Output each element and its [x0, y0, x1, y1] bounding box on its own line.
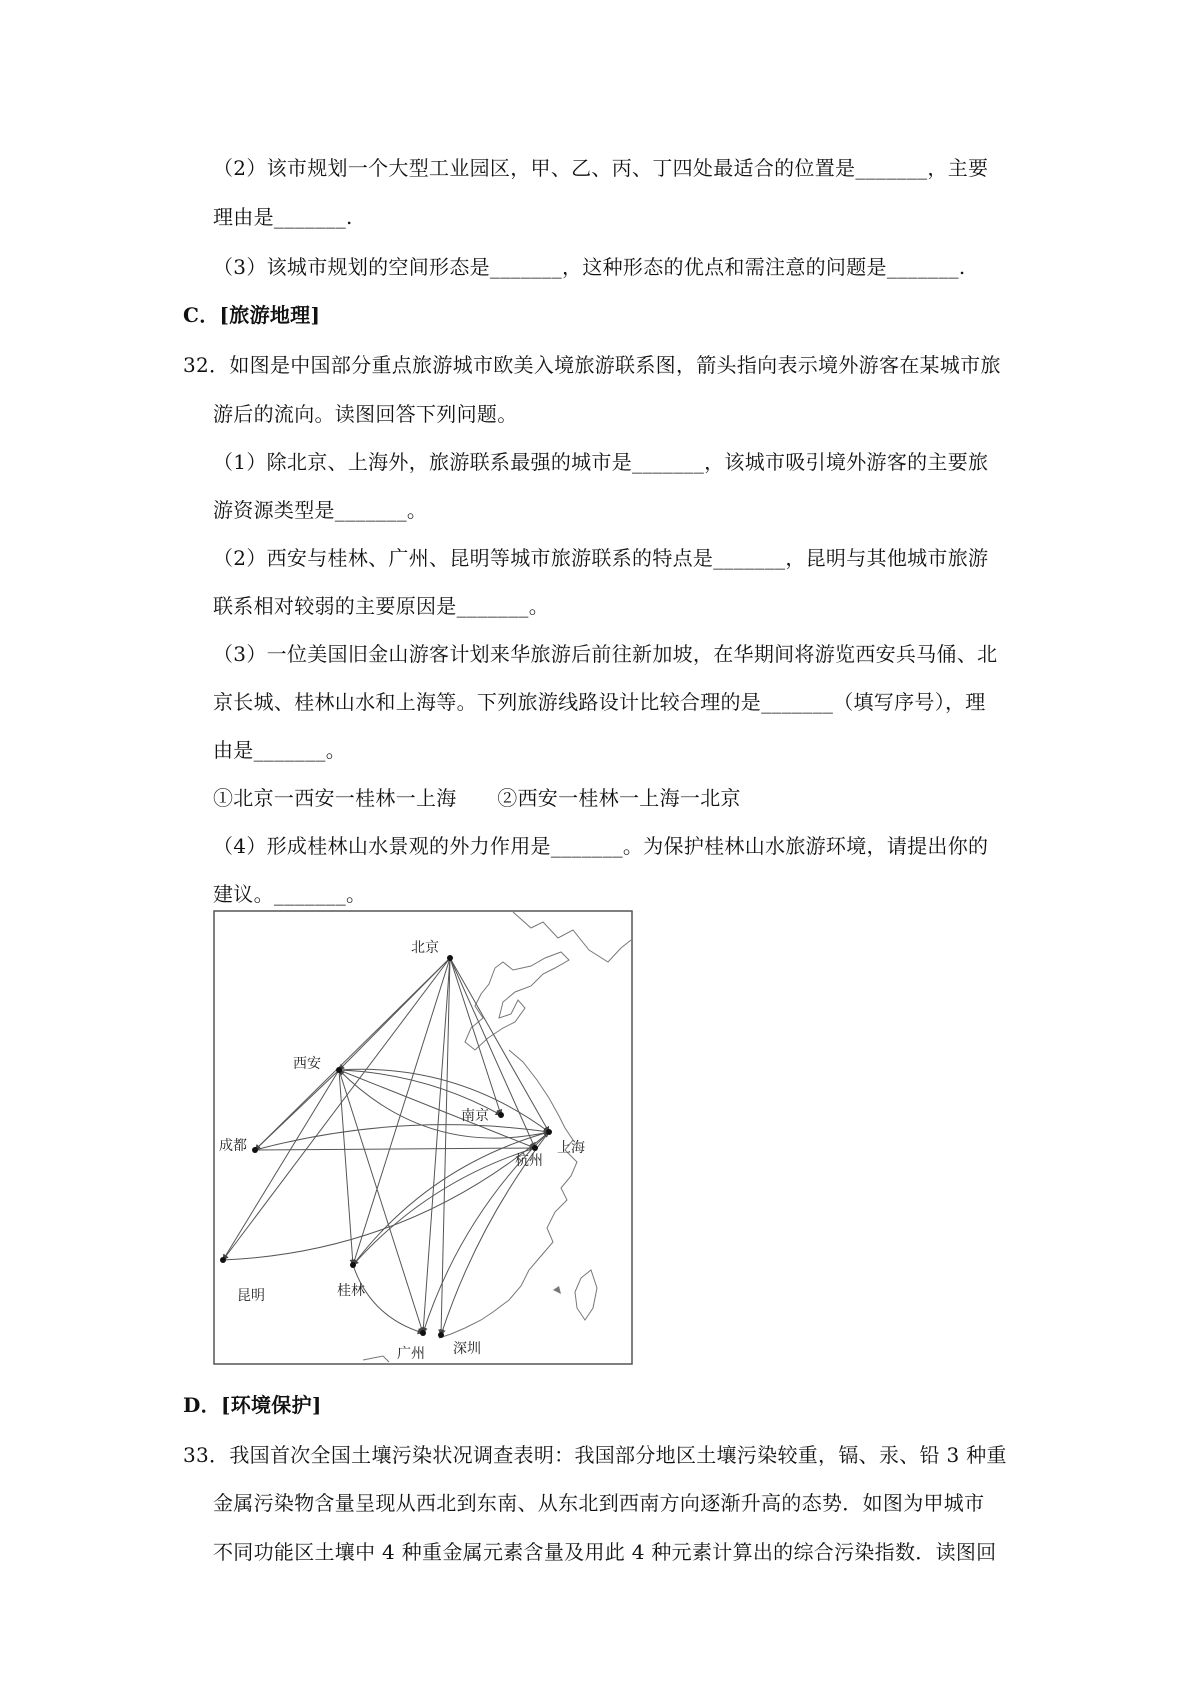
q31-sub2-line2: 理由是_______.: [213, 205, 353, 229]
city-marker-hangzhou: [532, 1145, 538, 1151]
q32-stem-line2: 游后的流向。读图回答下列问题。: [213, 402, 518, 426]
q31-sub3: （3）该城市规划的空间形态是_______，这种形态的优点和需注意的问题是_______.: [213, 255, 966, 279]
map-frame: [214, 911, 632, 1364]
label-chengdu: 成都: [219, 1138, 247, 1154]
label-xian: 西安: [293, 1056, 321, 1072]
label-shenzhen: 深圳: [453, 1341, 481, 1357]
q32-sub1-line2: 游资源类型是_______。: [213, 498, 428, 522]
q32-sub3-line2: 京长城、桂林山水和上海等。下列旅游线路设计比较合理的是_______（填写序号），理: [213, 690, 986, 714]
q32-sub4-line2: 建议。_______。: [213, 882, 367, 906]
q32-sub1-line1: （1）除北京、上海外，旅游联系最强的城市是_______，该城市吸引境外游客的主要旅: [213, 450, 989, 474]
city-marker-shenzhen: [438, 1332, 444, 1338]
q32-sub3-line3: 由是_______。: [213, 738, 346, 762]
label-kunming: 昆明: [237, 1288, 265, 1304]
q32-sub4-line1: （4）形成桂林山水景观的外力作用是_______。为保护桂林山水旅游环境，请提出你的: [213, 834, 989, 858]
q31-sub2-line1: （2）该市规划一个大型工业园区，甲、乙、丙、丁四处最适合的位置是_______，主要: [213, 156, 989, 180]
city-marker-kunming: [220, 1257, 226, 1263]
q32-options: ①北京一西安一桂林一上海 ②西安一桂林一上海一北京: [213, 786, 741, 810]
q33-stem-line1: 33．我国首次全国土壤污染状况调查表明：我国部分地区土壤污染较重，镉、汞、铅 3 种重: [183, 1443, 1007, 1467]
city-marker-chengdu: [252, 1147, 258, 1153]
q32-stem-line1: 32．如图是中国部分重点旅游城市欧美入境旅游联系图，箭头指向表示境外游客在某城市旅: [183, 353, 1001, 377]
q32-sub3-line1: （3）一位美国旧金山游客计划来华旅游后前往新加坡，在华期间将游览西安兵马俑、北: [213, 642, 998, 666]
section-c-heading: C．[旅游地理]: [183, 303, 321, 327]
city-marker-shanghai: [546, 1129, 552, 1135]
tourism-flow-map: [213, 910, 633, 1365]
city-marker-xian: [336, 1067, 342, 1073]
q33-stem-line2: 金属污染物含量呈现从西北到东南、从东北到西南方向逐渐升高的态势．如图为甲城市: [213, 1491, 985, 1515]
label-hangzhou: 杭州: [515, 1153, 543, 1169]
city-marker-guilin: [350, 1262, 356, 1268]
q32-sub2-line1: （2）西安与桂林、广州、昆明等城市旅游联系的特点是_______，昆明与其他城市旅游: [213, 546, 989, 570]
label-guangzhou: 广州: [397, 1346, 425, 1362]
city-marker-beijing: [447, 955, 453, 961]
label-shanghai: 上海: [557, 1140, 585, 1156]
q32-sub2-line2: 联系相对较弱的主要原因是_______。: [213, 594, 549, 618]
label-nanjing: 南京: [461, 1108, 489, 1124]
label-guilin: 桂林: [337, 1283, 365, 1299]
city-marker-guangzhou: [420, 1330, 426, 1336]
q33-stem-line3: 不同功能区土壤中 4 种重金属元素含量及用此 4 种元素计算出的综合污染指数．读图回: [213, 1540, 997, 1564]
section-d-heading: D．[环境保护]: [183, 1393, 322, 1417]
label-beijing: 北京: [411, 940, 439, 956]
city-marker-nanjing: [498, 1112, 504, 1118]
